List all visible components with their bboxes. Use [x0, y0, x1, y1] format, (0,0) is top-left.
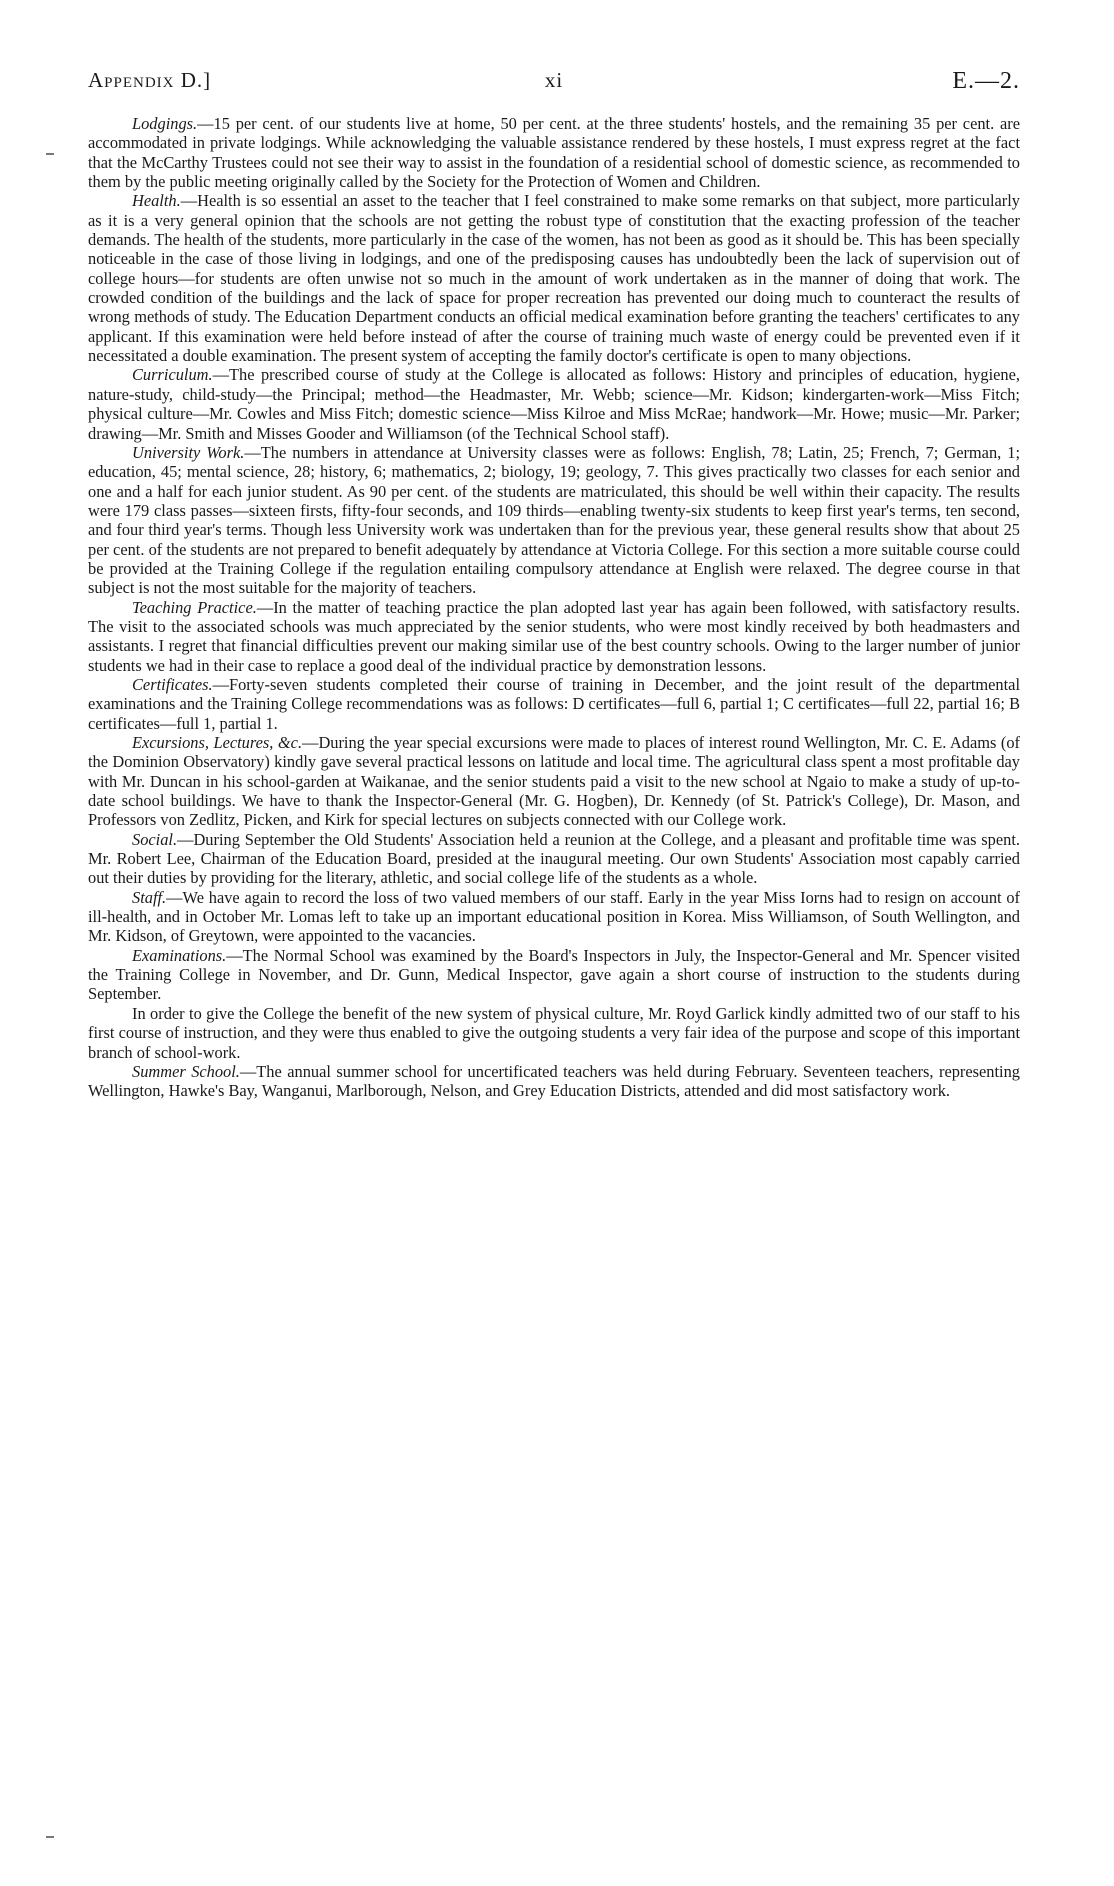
paragraph-text: —We have again to record the loss of two valued members of our staff. Early in the year Miss Iorns had to resign on account of ill-health, and in October Mr. Lomas left to take up an important educational position in Korea. Miss Williamson, of South Wellington, and Mr. Kidson, of Greytown, were appointed to the vacancies. [88, 887, 1020, 946]
paragraph-text: —The prescribed course of study at the College is allocated as follows: History and principles of education, hygiene, nature-study, child-study—the Principal; method—the Headmaster, Mr. Webb; science—Mr. Kidson; kindergarten-work—Miss Fitch; physical culture—Mr. Cowles and Miss Fitch; domestic science—Miss Kilroe and Miss McRae; handwork—Mr. Howe; music—Mr. Parker; drawing—Mr. Smith and Misses Gooder and Williamson (of the Technical School staff). [88, 365, 1020, 443]
paragraph-heading: Health. [132, 191, 181, 211]
paragraph-text: —In the matter of teaching practice the plan adopted last year has again been followed, with satisfactory results. The visit to the associated schools was much appreciated by the senior students, who were most kindly received by both headmasters and assistants. I regret that financial difficulties prevent our making similar use of the best country schools. Owing to the larger number of junior students we had in their case to replace a good deal of the individual practice by demonstration lessons. [88, 597, 1020, 675]
paragraph-text: —Health is so essential an asset to the teacher that I feel constrained to make some remarks on that subject, more particularly as it is a very general opinion that the schools are not getting the robust type of constitution that the exacting profession of the teacher demands. The health of the students, more particularly in the case of the women, has not been as good as it should be. This has been specially noticeable in the case of those living in lodgings, and one of the predisposing causes has undoubtedly been the lack of supervision out of college hours—for students are often unwise not so much in the amount of work undertaken as in the manner of doing that work. The crowded condition of the buildings and the lack of space for proper recreation has prevented our doing much to counteract the results of wrong methods of study. The Education Department conducts an official medical examination before granting the teachers' certificates to any applicant. If this examination were held before instead of after the course of training much waste of energy could be prevented even if it necessitated a double examination. The present system of accepting the family doctor's certificate is open to many objections. [88, 191, 1020, 366]
paragraph-text: In order to give the College the benefit of the new system of physical culture, Mr. Royd Garlick kindly admitted two of our staff to his first course of instruction, and they were thus enabled to give the outgoing students a very fair idea of the purpose and scope of this important branch of school-work. [88, 1003, 1020, 1062]
margin-mark [46, 1836, 54, 1838]
paragraph-heading: Examinations. [132, 945, 227, 965]
paragraph-summer-school [88, 1062, 1020, 1101]
paragraph-examinations [88, 946, 1020, 1004]
paragraph-heading: Teaching Practice. [132, 597, 257, 617]
paragraph-teaching-practice [88, 598, 1020, 675]
paragraph-text: —During September the Old Students' Association held a reunion at the College, and a pleasant and profitable time was spent. Mr. Robert Lee, Chairman of the Education Board, presided at the inaugural meeting. Our own Students' Association most capably carried out their duties by providing for the literary, athletic, and social college life of the students as a whole. [88, 829, 1020, 888]
paragraph-text: —The numbers in attendance at University classes were as follows: English, 78; Latin, 25; French, 7; German, 1; education, 45; mental science, 28; history, 6; mathematics, 2; biology, 19; geology, 7. This gives practically two classes for each senior and one and a half for each junior student. As 90 per cent. of the students are matriculated, this should be well within their capacity. The results were 179 class passes—sixteen firsts, fifty-four seconds, and 109 thirds—enabling twenty-six students to keep first year's terms, ten second, and four third year's terms. Though less University work was undertaken than for the previous year, these general results show that about 25 per cent. of the students are not prepared to benefit adequately by attendance at Victoria College. For this section a more suitable course could be provided at the Training College if the regulation entailing compulsory attendance at English were relaxed. The degree course in that subject is not the most suitable for the majority of teachers. [88, 442, 1020, 598]
paragraph-social [88, 830, 1020, 888]
paragraph-heading: Curriculum. [132, 365, 213, 385]
paragraph-heading: Lodgings. [132, 114, 198, 133]
paragraph-heading: Social. [132, 829, 178, 849]
paragraph-certificates [88, 675, 1020, 733]
paragraph-staff [88, 888, 1020, 946]
page-number: xi [544, 68, 564, 92]
paragraph-university-work [88, 443, 1020, 598]
appendix-label: Appendix D.] [88, 68, 212, 92]
paragraph-heading: Staff. [132, 887, 167, 907]
page-header [88, 68, 1020, 108]
paragraph-text: —The Normal School was examined by the Board's Inspectors in July, the Inspector-General and Mr. Spencer visited the Training College in November, and Dr. Gunn, Medical Inspector, gave again a short course of instruction to the students during September. [88, 945, 1020, 1004]
paragraph-excursions [88, 733, 1020, 830]
paragraph-physical-culture [88, 1004, 1020, 1062]
paragraph-text: —15 per cent. of our students live at home, 50 per cent. at the three students' hostels, and the remaining 35 per cent. are accommodated in private lodgings. While acknowledging the valuable assistance rendered by these hostels, I must express regret at the fact that the McCarthy Trustees could not see their way to assist in the foundation of a residential school of domestic science, as recommended to them by the public meeting originally called by the Society for the Protection of Women and Children. [88, 114, 1020, 192]
margin-mark [46, 153, 54, 155]
paragraph-lodgings [88, 114, 1020, 191]
paragraph-text: —During the year special excursions were made to places of interest round Wellington, Mr. C. E. Adams (of the Dominion Observatory) kindly gave several practical lessons on latitude and local time. The agricultural class spent a most profitable day with Mr. Duncan in his school-garden at Waikanae, and the senior students paid a visit to the new school at Ngaio to make a study of up-to-date school buildings. We have to thank the Inspector-General (Mr. G. Hogben), Dr. Kennedy (of St. Patrick's College), Dr. Mason, and Professors von Zedlitz, Picken, and Kirk for special lectures on subjects connected with our College work. [88, 733, 1020, 830]
paragraph-text: —The annual summer school for uncertificated teachers was held during February. Seventeen teachers, representing Wellington, Hawke's Bay, Wanganui, Marlborough, Nelson, and Grey Education Districts, attended and did most satisfactory work. [88, 1061, 1020, 1101]
paragraph-health [88, 191, 1020, 365]
paragraph-heading: Certificates. [132, 674, 213, 694]
paragraph-heading: University Work. [132, 442, 245, 462]
report-code: E.—2. [952, 68, 1020, 94]
report-body [88, 114, 1020, 1101]
paragraph-heading: Summer School. [132, 1061, 240, 1081]
paragraph-curriculum [88, 365, 1020, 442]
paragraph-text: —Forty-seven students completed their course of training in December, and the joint result of the departmental examinations and the Training College recommendations was as follows: D certificates—full 6, partial 1; C certificates—full 22, partial 16; B certificates—full 1, partial 1. [88, 674, 1020, 733]
paragraph-heading: Excursions, Lectures, &c. [132, 733, 303, 752]
